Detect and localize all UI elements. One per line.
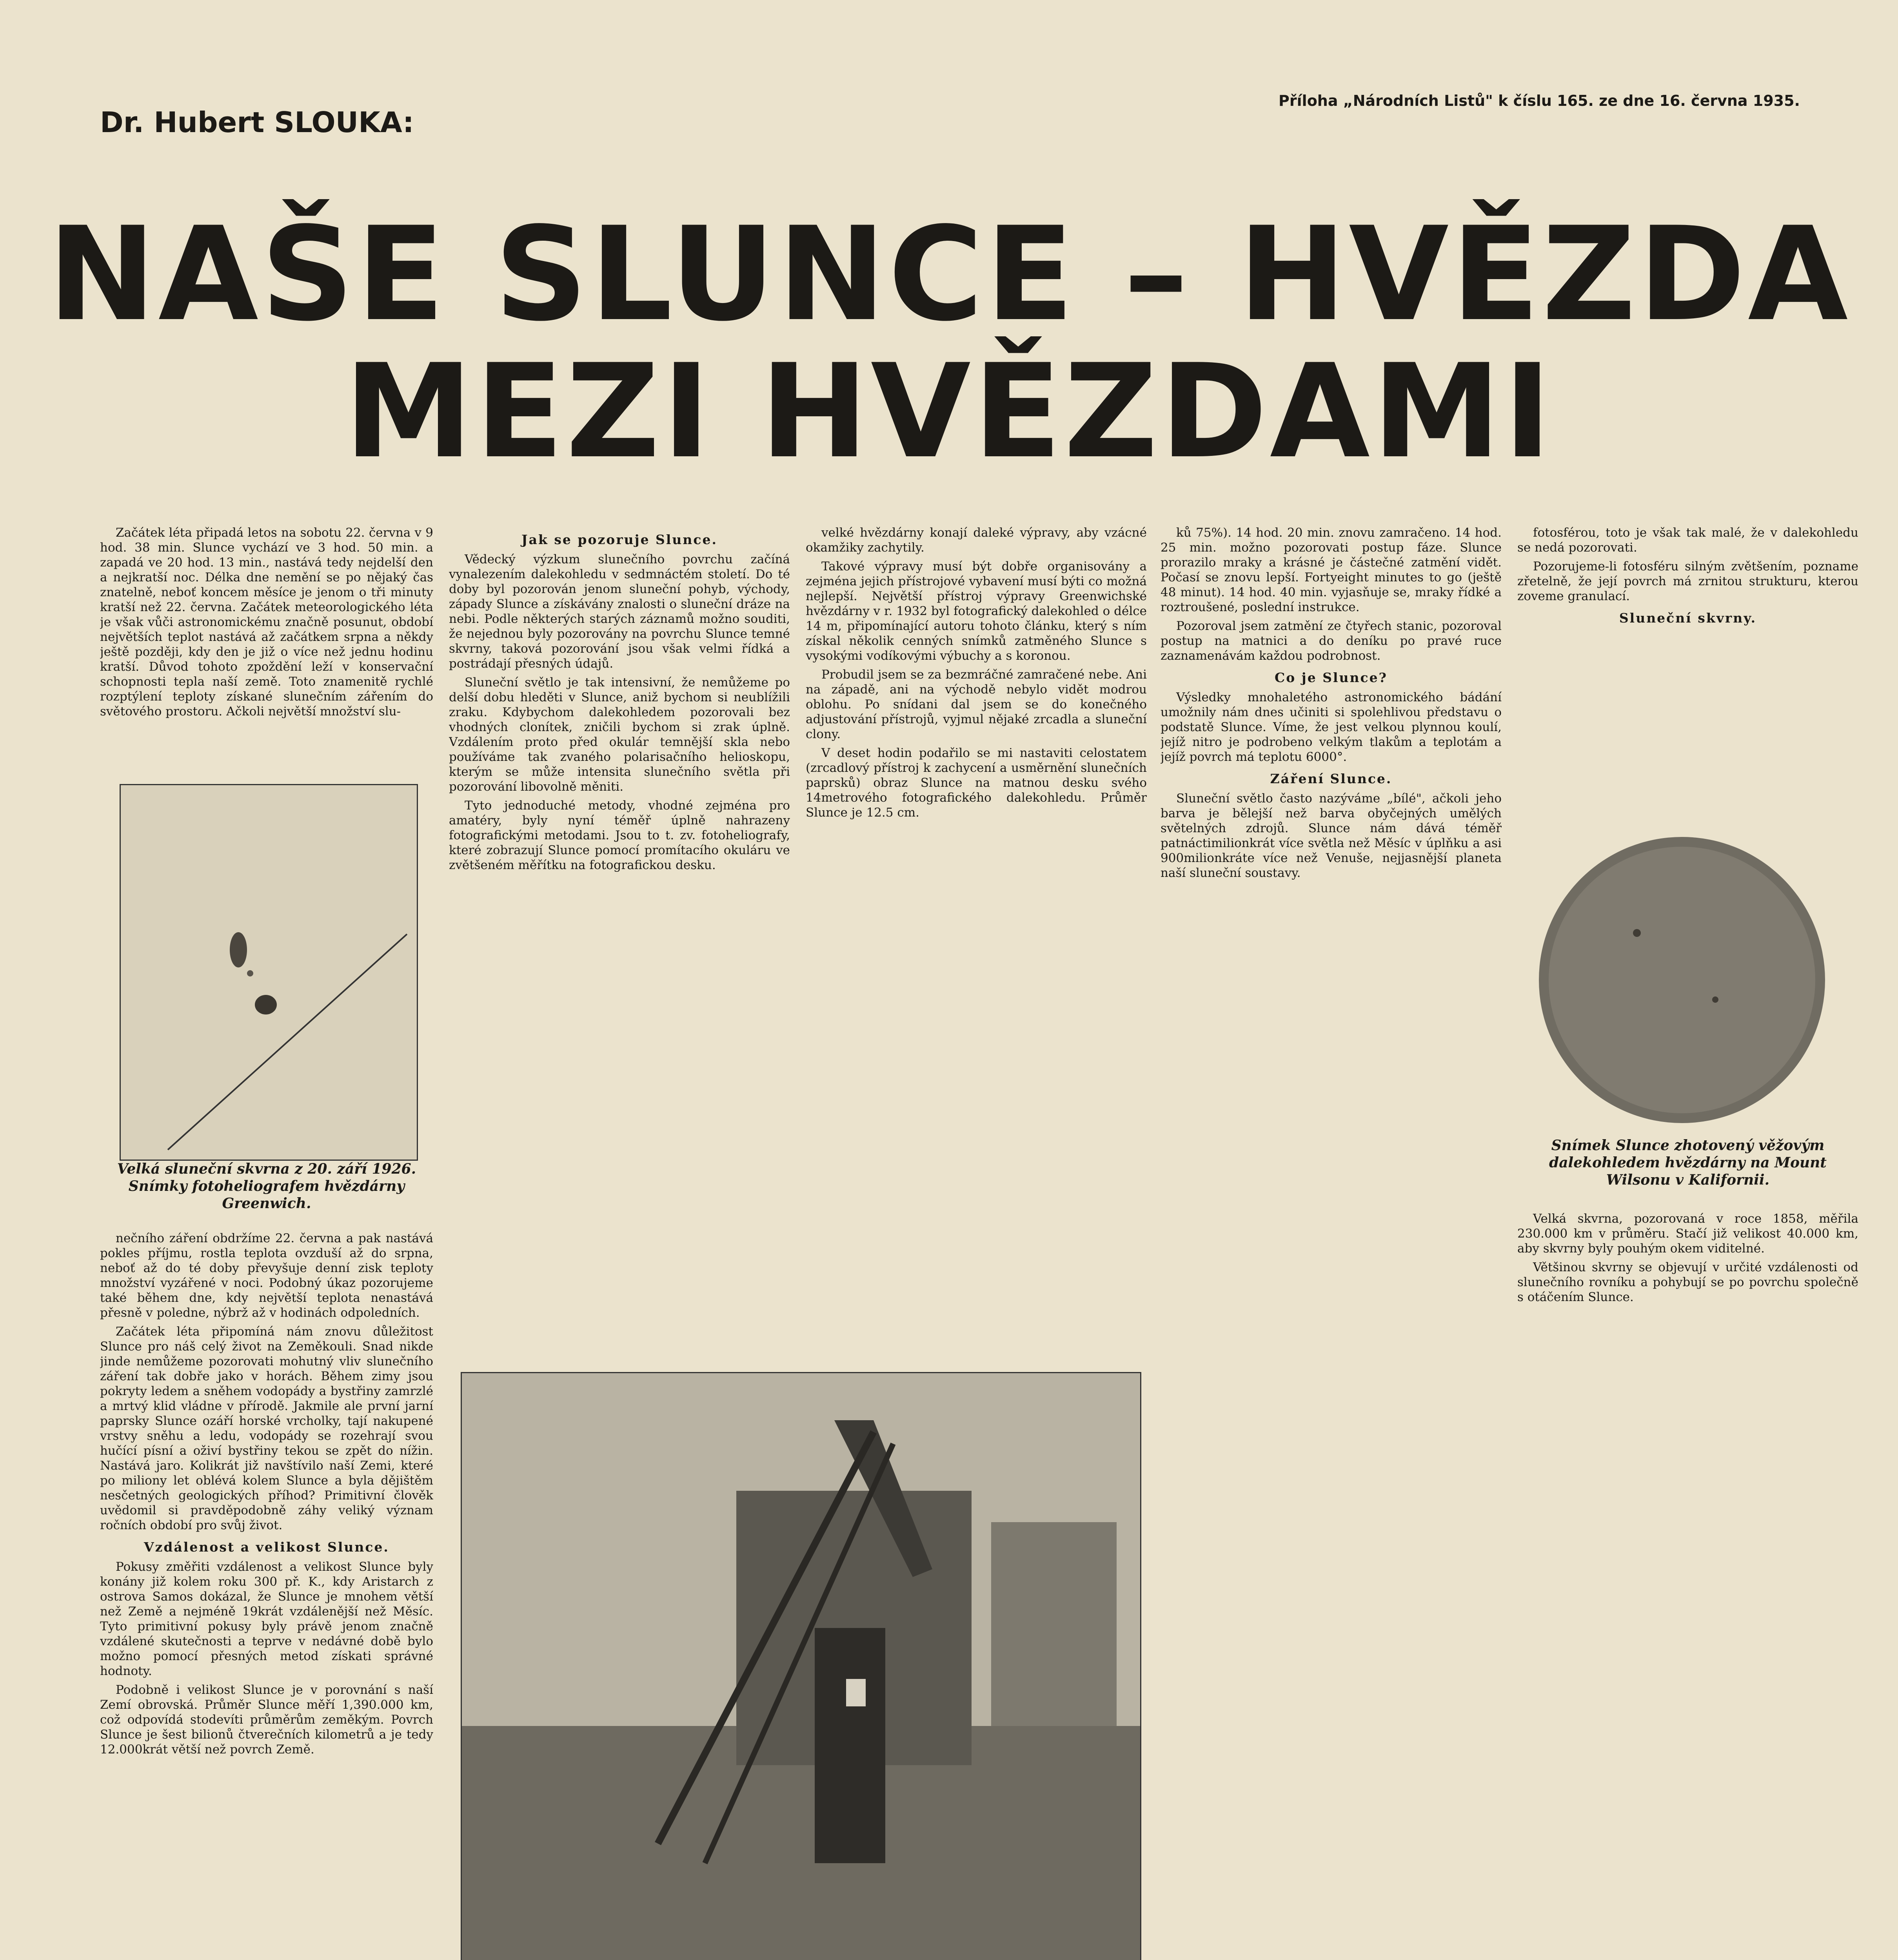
sunspot-photo [120, 784, 418, 1161]
paragraph: Začátek léta připomíná nám znovu důležitost Slunce pro náš celý život na Zeměkouli. Snad nikde jinde nemůžeme pozorovati mohutný vliv slunečního záření tak dobře jako v horách. Během zimy jsou pokryty ledem a sněhem vodopády a bystřiny zamrzlé a mrtvý klid vládne v přírodě. Jakmile ale první jarní paprsky Slunce ozáří horské vrcholky, tají nakupené vrstvy sněhu a ledu, vodopády se rozehrají svou hučící písní a oživí bystřiny tekou se zpět do nížin. Nastává jaro. Kolikrát již navštívilo naší Zemi, které po miliony let oblévá kolem Slunce a byla dějištěm nesčetných geologických příhod? Primitivní člověk uvědomil si pravděpodobně záhy veliký význam ročních období pro svůj život. [100, 1325, 433, 1532]
sun-disk-caption: Snímek Slunce zhotovený věžovým dalekohledem hvězdárny na Mount Wilsonu v Kalifornii. [1549, 1137, 1827, 1188]
paragraph: Výsledky mnohaletého astronomického bádání umožnily nám dnes učiniti si spolehlivou představu o podstatě Slunce. Víme, že jest velkou plynnou koulí, jejíž nitro je podrobeno velkým tlakům a teplotám a jejíž povrch má teplotu 6000°. [1161, 690, 1502, 764]
paragraph: Podobně i velikost Slunce je v porovnání s naší Zemí obrovská. Průměr Slunce měří 1,390.000 km, což odpovídá stodevíti průměrům zeměkým. Povrch Slunce je šest bilionů čtverečních kilometrů a je tedy 12.000krát větší než povrch Země. [100, 1683, 433, 1757]
paragraph: fotosférou, toto je však tak malé, že v dalekohledu se nedá pozorovati. [1517, 526, 1858, 555]
paragraph: Začátek léta připadá letos na sobotu 22. června v 9 hod. 38 min. Slunce vychází ve 3 hod. 50 min. a zapadá ve 20 hod. 13 min., nastává tedy nejdelší den a nejkratší noc. Délka dne nemění se po nějaký čas znatelně, neboť koncem měsíce je jenom o tři minuty kratší než 22. června. Začátek meteorologického léta je však vůči astronomickému značně posunut, období největších teplot nastává až začátkem srpna a někdy ještě později, kdy den je již o více než jednu hodinu kratší. Důvod tohoto zpoždění leží v konservační schopnosti tepla naší země. Toto znamenitě rychlé rozptýlení teploty získané slunečním zářením do světového prostoru. Ačkoli největší množství slu- [100, 526, 433, 719]
paragraph: Tyto jednoduché metody, vhodné zejména pro amatéry, byly nyní téměř úplně nahrazeny fotografickými metodami. Jsou to t. zv. fotoheliografy, které zobrazují Slunce pomocí promítacího okuláru ve zvětšeném měřítku na fotografickou desku. [449, 799, 790, 872]
supplement-note: Příloha „Národních Listů" k číslu 165. ze dne 16. června 1935. [1279, 92, 1800, 109]
column-2 [449, 525, 790, 1360]
subheading: Vzdálenost a velikost Slunce. [144, 1539, 389, 1555]
paragraph: nečního záření obdržíme 22. června a pak nastává pokles příjmu, rostla teplota ovzduší až do srpna, neboť až do té doby převyšuje denní zisk teploty množství vyzářené v noci. Podobný úkaz pozorujeme také během dne, kdy největší teplota nenastává přesně v poledne, nýbrž až v hodinách odpoledních. [100, 1231, 433, 1320]
headline-line-1: NAŠE SLUNCE – HVĚZDA [47, 199, 1851, 350]
paragraph: Většinou skvrny se objevují v určité vzdálenosti od slunečního rovníku a pohybují se po povrchu společně s otáčením Slunce. [1517, 1260, 1858, 1304]
sunspot-caption: Velká sluneční skvrna z 20. září 1926. Snímky fotoheliografem hvězdárny Greenwich. [117, 1161, 416, 1212]
column-1-bottom [100, 1231, 433, 1960]
column-3 [806, 525, 1147, 1360]
column-1-top [100, 525, 433, 784]
headline-line-2: MEZI HVĚZDAMI [344, 336, 1554, 487]
paragraph: V deset hodin podařilo se mi nastaviti celostatem (zrcadlový přístroj k zachycení a usměrnění slunečních paprsků) obraz Slunce na matnou desku svého 14metrového fotografického dalekohledu. Průměr Slunce je 12.5 cm. [806, 746, 1147, 820]
paragraph: Sluneční světlo je tak intensivní, že nemůžeme po delší dobu hleděti v Slunce, aniž bychom si neublížili zraku. Kdybychom dalekohledem pozorovali bez vhodných clonítek, zničili bychom si zrak úplně. Vzdálením proto před okulár temnější skla nebo používáme tak zvaného polarisačního helioskopu, kterým se může intensita slunečního světla při pozorování libovolně měniti. [449, 675, 790, 794]
column-5-middle [1517, 1211, 1858, 1956]
subheading: Jak se pozoruje Slunce. [521, 532, 717, 547]
paragraph: Pozoroval jsem zatmění ze čtyřech stanic, pozoroval postup na matnici a do deníku po pravé ruce zaznamenávám každou podrobnost. [1161, 619, 1502, 663]
paragraph: Sluneční světlo často nazýváme „bílé", ačkoli jeho barva je bělejší než barva obyčejných umělých světelných zdrojů. Slunce nám dává téměř patnáctimilionkrát více světla než Měsíc v úplňku a asi 900milionkráte více než Venuše, nejjasnější planeta naší sluneční soustavy. [1161, 791, 1502, 880]
paragraph: Pokusy změřiti vzdálenost a velikost Slunce byly konány již kolem roku 300 př. K., kdy Aristarch z ostrova Samos dokázal, že Slunce je mnohem větší než Země a nejméně 19krát vzdálenější než Měsíc. Tyto primitivní pokusy byly právě jenom značně vzdálené skutečnosti a teprve v nedávné době bylo možno pomocí přesných metod získati správné hodnoty. [100, 1560, 433, 1678]
sun-disk-photo [1519, 835, 1845, 1125]
subheading: Záření Slunce. [1270, 771, 1392, 786]
column-5-top [1517, 525, 1858, 827]
paragraph: Vědecký výzkum slunečního povrchu začíná vynalezením dalekohledu v sedmnáctém století. Do té doby byl pozorován jenom sluneční pohyb, východy, západy Slunce a získávány znalosti o sluneční dráze na nebi. Podle některých starých záznamů možno souditi, že nejednou byly pozorovány na povrchu Slunce temné skvrny, taková pozorování jsou však velmi řídká a postrádají přesných údajů. [449, 552, 790, 671]
paragraph: Probudil jsem se za bezmráčné zamračené nebe. Ani na západě, ani na východě nebylo vidět modrou oblohu. Po snídani dal jsem se do konečného adjustování přístrojů, vyjmul nějaké zrcadla a sluneční clony. [806, 668, 1147, 741]
telescope-photo [461, 1372, 1141, 1960]
author-name: Dr. Hubert SLOUKA: [100, 106, 414, 139]
subheading: Sluneční skvrny. [1619, 610, 1757, 626]
column-4 [1161, 525, 1502, 1960]
subheading: Co je Slunce? [1275, 670, 1388, 685]
paragraph: Velká skvrna, pozorovaná v roce 1858, měřila 230.000 km v průměru. Stačí již velikost 40.000 km, aby skvrny byly pouhým okem viditelné. [1517, 1212, 1858, 1256]
paragraph: Pozorujeme-li fotosféru silným zvětšením, pozname zřetelně, že její povrch má zrnitou strukturu, kterou zoveme granulací. [1517, 559, 1858, 603]
paragraph: velké hvězdárny konají daleké výpravy, aby vzácné okamžiky zachytily. [806, 526, 1147, 555]
paragraph: Takové výpravy musí být dobře organisovány a zejména jejich přístrojové vybavení musí býti co možná nejlepší. Největší přístroj výpravy Greenwichské hvězdárny v r. 1932 byl fotografický dalekohled o délce 14 m, připomínající autoru tohoto článku, který s ním získal několik cenných snímků zatměného Slunce s vysokými vodíkovými výbuchy a s koronou. [806, 559, 1147, 663]
paragraph: ků 75%). 14 hod. 20 min. znovu zamračeno. 14 hod. 25 min. možno pozorovati postup fáze. Slunce prorazilo mraky a krásné je částečné zatmění vidět. Počasí se znovu lepší. Fortyeight minutes to go (ještě 48 minut). 14 hod. 40 min. vyjasňuje se, mraky řídké a roztroušené, poslední instrukce. [1161, 526, 1502, 614]
